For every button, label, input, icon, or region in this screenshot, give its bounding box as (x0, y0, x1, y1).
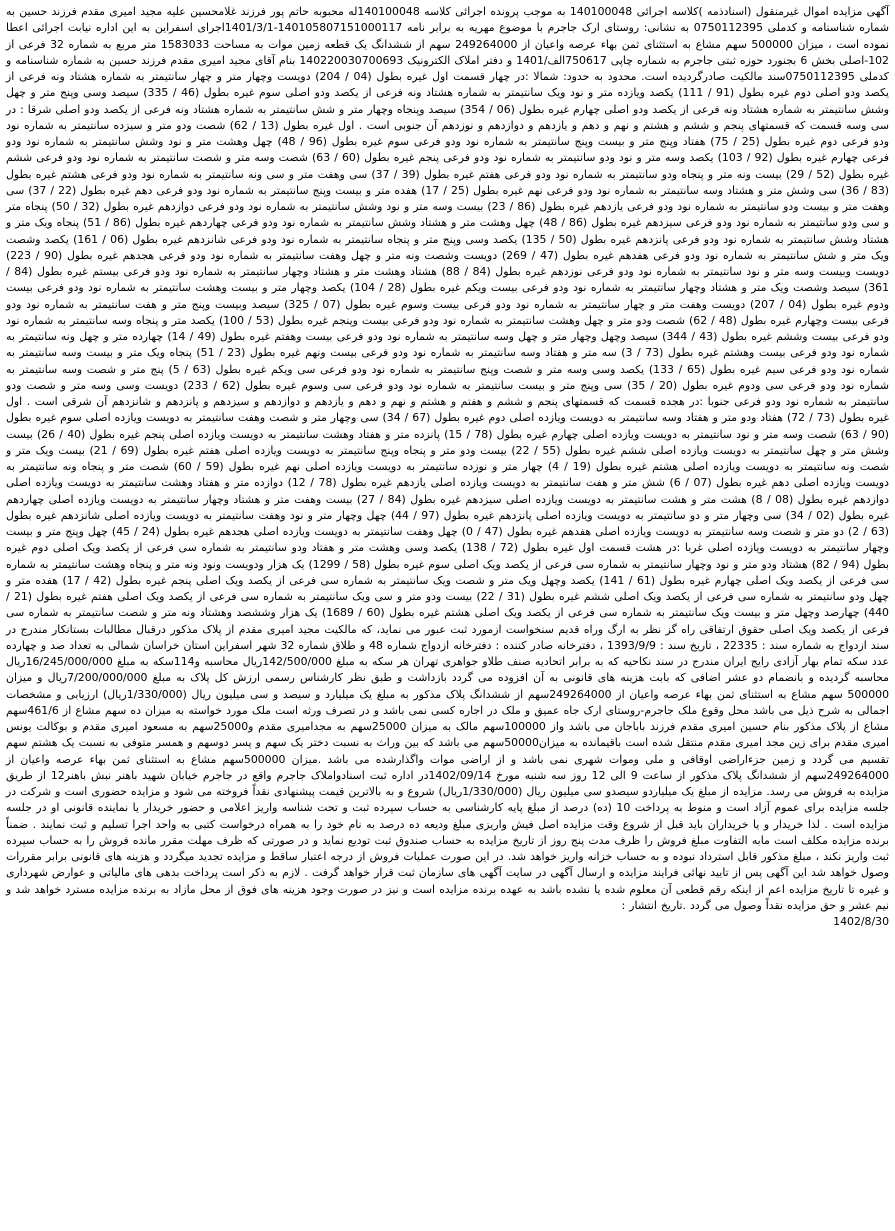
auction-notice-body: آگهی مزایده اموال غیرمنقول (اسنادذمه )کلاسه اجرائی 140100048 به موجب پرونده اجرائی کلاسه 140100048له محبوبه حاتم پور فرزند غلامحسین علیه مجید امیری مقدم فرزند حسین به شماره شناسنامه و کدملی 0750112395 به نشانی: روستای ارک جاجرم با موضوع مهریه به برابر نامه 140105807151000117-1401/3/1اجرای اسفراین به این اداره نیابت اجرائی اعطا نموده است ، میزان 500000 سهم مشاع به استثنای ثمن بهاء عرصه واعیان از 249264000 سهم از ششدانگ یک قطعه زمین موات به مساحت 1583033 متر مربع به شماره 32 فرعی از 102-اصلی بخش 6 بجنورد حوزه ثبتی جاجرم به شماره چاپی 750617الف/1401 و دفتر املاک الکترونیک 140220030700693 بنام آقای مجید امیری مقدم فرزند حسین به شماره شناسنامه و کدملی 0750112395سند مالکیت صادرگردیده است. محدود به حدود: شمالا :در چهار قسمت اول غیره بطول (04 / 204) دویست وچهار متر و چهار سانتیمتر به شماره هشتاد ونه فرعی از یکصد ودو اصلی دوم غیره بطول (91 / 111) یکصد ویازده متر و نود ویک سانتیمتر به شماره هشتاد ونه فرعی از یکصد ودو اصلی سوم غیره بطول (46 / 335) سیصد وسی وپنج متر و چهل وشش سانتیمتر به شماره هشتاد ونه فرعی از یکصد ودو اصلی چهارم غیره بطول (06 / 354) سیصد وپنجاه وچهار متر و شش سانتیمتر به شماره هشتاد ونه فرعی از یکصد ودو اصلی شرقا : در سی وسه قسمت که قسمتهای پنجم و ششم و هشتم و نهم و دهم و یازدهم و دوازدهم و نوزدهم آن جنوبی است . اول غیره بطول (13 / 62) شصت ودو متر و سیزده سانتیمتر به شماره نود ودو فرعی دوم غیره بطول (25 / 75) هفتاد وپنج متر و بیست وپنج سانتیمتر به شماره نود ودو فرعی سوم غیره بطول (96 / 48) چهل وهشت متر و نود وشش سانتیمتر به شماره نود ودو فرعی چهارم غیره بطول (92 / 103) یکصد وسه متر و نود ودو سانتیمتر به شماره نود ودو فرعی پنجم غیره بطول (60 / 63) شصت وسه متر و شصت سانتیمتر به شماره نود ودو فرعی ششم غیره بطول (52 / 29) بیست ونه متر و پنجاه ودو سانتیمتر به شماره نود ودو فرعی هفتم غیره بطول (39 / 37) سی وهفت متر و سی ونه سانتیمتر به شماره نود ودو فرعی هشتم غیره بطول (83 / 36) سی وشش متر و هشتاد وسه سانتیمتر به شماره نود ودو فرعی نهم غیره بطول (25 / 17) هفده متر و بیست وپنج سانتیمتر به شماره نود ودو فرعی دهم غیره بطول (22 / 37) سی وهفت متر و بیست ودو سانتیمتر به شماره نود ودو فرعی یازدهم غیره بطول (86 / 23) بیست وسه متر و نود وشش سانتیمتر به شماره نود ودو فرعی دوازدهم غیره بطول (32 / 50) پنجاه متر و سی ودو سانتیمتر به شماره نود ودو فرعی سیزدهم غیره بطول (86 / 48) چهل وهشت متر و هشتاد وشش سانتیمتر به شماره نود ودو فرعی چهاردهم غیره بطول (86 / 51) پنجاه ویک متر و هشتاد وشش سانتیمتر به شماره نود ودو فرعی پانزدهم غیره بطول (50 / 135) یکصد وسی وپنج متر و پنجاه سانتیمتر به شماره نود ودو فرعی شانزدهم غیره بطول (06 / 161) یکصد وشصت ویک متر و شش سانتیمتر به شماره نود ودو فرعی هفدهم غیره بطول (47 / 269) دویست وشصت ونه متر و چهل وهفت سانتیمتر به شماره نود ودو فرعی هجدهم غیره بطول (90 / 223) دویست وبیست وسه متر و نود سانتیمتر به شماره نود ودو فرعی نوزدهم غیره بطول (84 / 88) هشتاد وهشت متر و هشتاد وچهار سانتیمتر به شماره نود ودو فرعی بیستم غیره بطول (84 / 361) سیصد وشصت ویک متر و هشتاد وچهار سانتیمتر به شماره نود ودو فرعی بیست ویکم غیره بطول (28 / 104) یکصد وچهار متر و بیست وهشت سانتیمتر به شماره نود ودو فرعی بیست ودوم غیره بطول (04 / 207) دویست وهفت متر و چهار سانتیمتر به شماره نود ودو فرعی بیست وسوم غیره بطول (07 / 325) سیصد وبیست وپنج متر و هفت سانتیمتر به شماره نود ودو فرعی بیست وچهارم غیره بطول (48 / 62) شصت ودو متر و چهل وهشت سانتیمتر به شماره نود ودو فرعی بیست وپنجم غیره بطول (53 / 100) یکصد متر و پنجاه وسه سانتیمتر به شماره نود ودو فرعی بیست وششم غیره بطول (43 / 344) سیصد وچهل وچهار متر و چهل وسه سانتیمتر به شماره نود ودو فرعی بیست وهفتم غیره بطول (49 / 14) چهارده متر و چهل ونه سانتیمتر به شماره نود ودو فرعی بیست وهشتم غیره بطول (73 / 3) سه متر و هفتاد وسه سانتیمتر به شماره نود ودو فرعی بیست ونهم غیره بطول (23 / 51) پنجاه ویک متر و بیست وسه سانتیمتر به شماره نود ودو فرعی سیم غیره بطول (65 / 133) یکصد وسی وسه متر و شصت وپنج سانتیمتر به شماره نود ودو فرعی سی ویکم غیره بطول (63 / 5) پنج متر و شصت وسه سانتیمتر به شماره نود ودو فرعی سی ودوم غیره بطول (20 / 35) سی وپنج متر و بیست سانتیمتر به شماره نود ودو فرعی سی وسوم غیره بطول (62 / 233) دویست وسی وسه متر و شصت ودو سانتیمتر به شماره نود ودو فرعی جنوبا :در هجده قسمت که قسمتهای پنجم و ششم و هفتم و هشتم و نهم و دهم و یازدهم و دوازدهم و سیزدهم و پانزدهم و شانزدهم آن شرقی است . اول غیره بطول (73 / 72) هفتاد ودو متر و هفتاد وسه سانتیمتر به دویست ویازده اصلی دوم غیره بطول (67 / 34) سی وچهار متر و شصت وهفت سانتیمتر به دویست ویازده اصلی سوم غیره بطول (90 / 63) شصت وسه متر و نود سانتیمتر به دویست ویازده اصلی چهارم غیره بطول (78 / 15) پانزده متر و هفتاد وهشت سانتیمتر به دویست ویازده اصلی پنجم غیره بطول (40 / 26) بیست وشش متر و چهل سانتیمتر به دویست ویازده اصلی ششم غیره بطول (55 / 22) بیست ودو متر و پنجاه وپنج سانتیمتر به دویست ویازده اصلی هفتم غیره بطول (69 / 21) بیست ویک متر و شصت ونه سانتیمتر به دویست ویازده اصلی هشتم غیره بطول (19 / 4) چهار متر و نوزده سانتیمتر به دویست ویازده اصلی نهم غیره بطول (59 / 60) شصت متر و پنجاه ونه سانتیمتر به دویست ویازده اصلی دهم غیره بطول (07 / 6) شش متر و هفت سانتیمتر به دویست ویازده اصلی یازدهم غیره بطول (78 / 12) دوازده متر و هفتاد وهشت سانتیمتر به دویست ویازده اصلی دوازدهم غیره بطول (08 / 8) هشت متر و هشت سانتیمتر به دویست ویازده اصلی سیزدهم غیره بطول (84 / 27) بیست وهفت متر و هشتاد وچهار سانتیمتر به دویست ویازده اصلی چهاردهم غیره بطول (02 / 34) سی وچهار متر و دو سانتیمتر به دویست ویازده اصلی پانزدهم غیره بطول (97 / 44) چهل وچهار متر و نود وهفت سانتیمتر به دویست ویازده اصلی شانزدهم غیره بطول (63 / 2) دو متر و شصت وسه سانتیمتر به دویست ویازده اصلی هفدهم غیره بطول (47 / 0) چهل وهفت سانتیمتر به دویست ویازده اصلی هجدهم غیره بطول (24 / 45) چهل وپنج متر و بیست وچهار سانتیمتر به دویست ویازده اصلی غربا :در هشت قسمت اول غیره بطول (72 / 138) یکصد وسی وهشت متر و هفتاد ودو سانتیمتر به شماره سی فرعی از یکصد ویک اصلی دوم غیره بطول (94 / 82) هشتاد ودو متر و نود وچهار سانتیمتر به شماره سی فرعی از یکصد ویک اصلی سوم غیره بطول (58 / 1299) یک هزار ودویست ونود ونه متر و پنجاه وهشت سانتیمتر به شماره سی فرعی از یکصد ویک اصلی چهارم غیره بطول (61 / 141) یکصد وچهل ویک متر و شصت ویک سانتیمتر به شماره سی فرعی از یکصد ویک اصلی پنجم غیره بطول (42 / 17) هفده متر و چهل ودو سانتیمتر به شماره سی فرعی از یکصد ویک اصلی ششم غیره بطول (31 / 22) بیست ودو متر و سی ویک سانتیمتر به شماره سی فرعی از یکصد ویک اصلی هفتم غیره بطول (21 / 440) چهارصد وچهل متر و بیست ویک سانتیمتر به شماره سی فرعی از یکصد ویک اصلی هشتم غیره بطول (60 / 1689) یک هزار وششصد وهشتاد ونه متر و شصت سانتیمتر به شماره سی فرعی از یکصد ویک اصلی حقوق ارتفاقی راه گز نظر به ارگ وراه قدیم سنخواست ازمورد ثبت عبور می نماید، که مالکیت مجید امیری مقدم از پلاک مذکور درقبال مطالبات بستانکار مندرج در سند ازدواج به شماره سند : 22335 ، تاریخ سند : 1393/9/9 ، دفترخانه صادر کننده : دفترخانه ازدواج شماره 48 و طلاق شماره 32 شهر اسفراین استان خراسان شمالی به تعداد صد و چهارده عدد سکه تمام بهار آزادی رایج ایران مندرج در سند نکاحیه که به برابر اتحادیه صنف طلاو جواهری تهران هر سکه به مبلغ 142/500/000ریال محاسبه و114سکه به مبلغ 16/245/000/000ریال محاسبه گردیده و بانضمام دو عشر اضافی که بابت هزینه های قانونی به آن افزوده می گردد بازداشت و طبق نظر کارشناس رسمی ارزش کل پلاک به مبلغ 7/200/000/000ریال و میزان 500000 سهم مشاع به استثنای ثمن بهاء عرصه واعیان از 249264000سهم از ششدانگ پلاک مذکور به مبلغ یک میلیارد و سیصد و سی میلیون ریال (1/330/000ریال) ارزیابی و مشخصات اجمالی به شرح ذیل می باشد محل وقوع ملک جاجرم-روستای ارک جاه عمیق و ملک در اجاره کسی نمی باشد و در تصرف ورثه است ملک مورد خواسته به میزان ده سهم مشاع از 461/6سهم مشاع از پلاک مذکور بنام حسین امیری مقدم فرزند باباجان می باشد واز 100000سهم مالک به میزان 25000سهم به مجدامیری مقدم و25000سهم به مسعود امیری مقدم و بوکالت یونس امیری مقدم برای زین مجد امیری مقدم منتقل شده است باقیمانده به میزان50000سهم می باشد که بین وراث به نسبت دختر یک سهم و پسر دوسهم و همسر متوفی به نسبت یک هشتم سهم تقسیم می گردد و زمین جزءاراضی اوقافی و ملی وموات شهری نمی باشد و از اراضی موات واگذارشده می باشد .میزان 500000سهم مشاع به استثنای ثمن بهاء عرصه واعیان از 249264000سهم از ششدانگ پلاک مذکور از ساعت 9 الی 12 روز سه شنبه مورخ 1402/09/14در اداره ثبت اسنادواملاک جاجرم واقع در جاجرم خیابان شهید باهنر نبش باهنر12 از طریق مزایده به فروش می رسد. مزایده از مبلغ یک میلیاردو سیصدو سی میلیون ریال (1/330/000ریال) شروع و به بالاترین قیمت پیشنهادی نقداً فروخته می شود و مزایده حضوری است و شرکت در جلسه مزایده برای عموم آزاد است و منوط به پرداخت 10 (ده) درصد از مبلغ پایه کارشناسی به حساب سپرده ثبت و تحت شناسه واریز اعلامی و حضور خریدار یا نماینده قانونی او در جلسه مزایده است . لذا خریدار و یا خریداران باید قبل از شروع وقت مزایده اصل فیش واریزی مبلغ ودیعه ده درصد به نام خود را به همراه درخواست کتبی به واحد اجرا تسلیم و ثبت نمایند . ضمناً برنده مزایده مکلف است مابه التفاوت مبلغ فروش را ظرف مدت پنج روز از تاریخ مزایده به حساب صندوق ثبت تودیع نماید و در صورتی که ظرف مهلت مقرر مانده فروش را به حساب سپرده ثبت واریز نکند ، مبلغ مذکور قابل استرداد نبوده و به حساب خزانه واریز خواهد شد. در این صورت عملیات فروش از درجه اعتبار ساقط و مزایده تجدید میگردد و هزینه های قانونی برابر مقررات وصول خواهد شد این آگهی پس از تایید نهائی فرایند مزایده و ارسال آگهی در سایت آگهی های سازمان ثبت قرار خواهد گرفت . لازم به ذکر است پرداخت بدهی های مالیاتی و عوارض شهرداری و غیره تا تاریخ مزایده اعم از اینکه رقم قطعی آن معلوم شده یا نشده باشد به عهده برنده مزایده است و نیز در صورت وجود هزینه های فوق از محل مازاد به برنده مزایده مسترد خواهد شد و نیم عشر و حق مزایده نقداً وصول می گردد .تاریخ انتشار : (6, 5, 890, 912)
publication-date: 1402/8/30 (833, 915, 889, 928)
